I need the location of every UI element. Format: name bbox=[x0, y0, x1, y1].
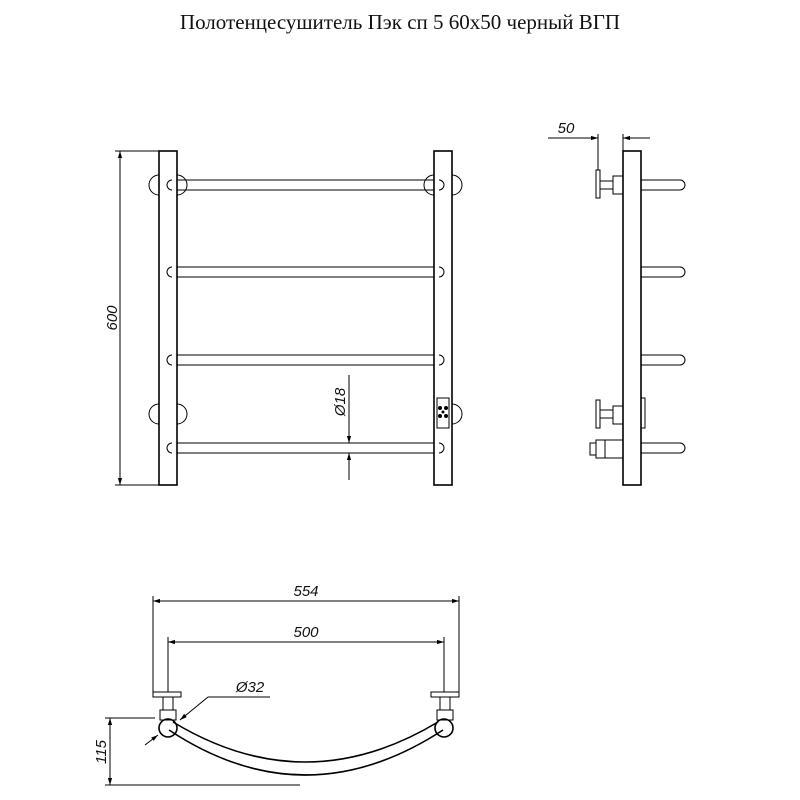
rung-2 bbox=[177, 267, 434, 277]
rung-3 bbox=[177, 355, 434, 365]
side-heater bbox=[590, 440, 623, 458]
top-view bbox=[93, 583, 459, 785]
heater-socket bbox=[437, 398, 449, 428]
top-curve-inner bbox=[173, 722, 438, 762]
side-mount-top bbox=[596, 170, 623, 198]
dim-pipe bbox=[332, 375, 349, 480]
mount-bottom-right bbox=[452, 404, 462, 424]
side-rung-1 bbox=[641, 180, 685, 190]
mount-top-right bbox=[424, 175, 434, 195]
top-mount-right bbox=[431, 692, 459, 720]
drawing-title: Полотенцесушитель Пэк сп 5 60x50 черный ВГП bbox=[179, 10, 621, 34]
right-riser bbox=[434, 151, 452, 485]
side-riser bbox=[623, 151, 641, 485]
dim-total-width-label: 554 bbox=[293, 583, 319, 600]
top-riser-left bbox=[159, 719, 177, 737]
side-rung-2 bbox=[641, 267, 685, 277]
dim-pipe-label: Ø18 bbox=[332, 387, 349, 417]
side-mount-bottom bbox=[596, 398, 645, 428]
left-riser bbox=[159, 151, 177, 485]
dim-wall-offset-label: 50 bbox=[557, 120, 575, 137]
top-mount-left bbox=[153, 692, 181, 720]
rungs bbox=[167, 180, 444, 453]
dim-depth bbox=[93, 718, 300, 785]
mount-bottom-left bbox=[149, 404, 159, 424]
dim-wall-offset bbox=[548, 120, 650, 170]
side-rung-3 bbox=[641, 355, 685, 365]
dim-height-label: 600 bbox=[104, 305, 121, 331]
dim-center-distance-label: 500 bbox=[293, 624, 319, 641]
dim-depth-label: 115 bbox=[93, 740, 110, 764]
side-view bbox=[548, 120, 685, 485]
dim-riser-diameter-label: Ø32 bbox=[235, 679, 265, 696]
top-curve-outer bbox=[169, 730, 443, 775]
front-view bbox=[104, 151, 462, 485]
dim-center-distance bbox=[168, 624, 444, 692]
rung-4 bbox=[177, 443, 434, 453]
rung-1 bbox=[177, 180, 434, 190]
mount-top-left bbox=[149, 175, 159, 195]
top-riser-right bbox=[435, 719, 453, 737]
dim-height bbox=[104, 151, 159, 485]
side-rung-4 bbox=[641, 443, 685, 453]
